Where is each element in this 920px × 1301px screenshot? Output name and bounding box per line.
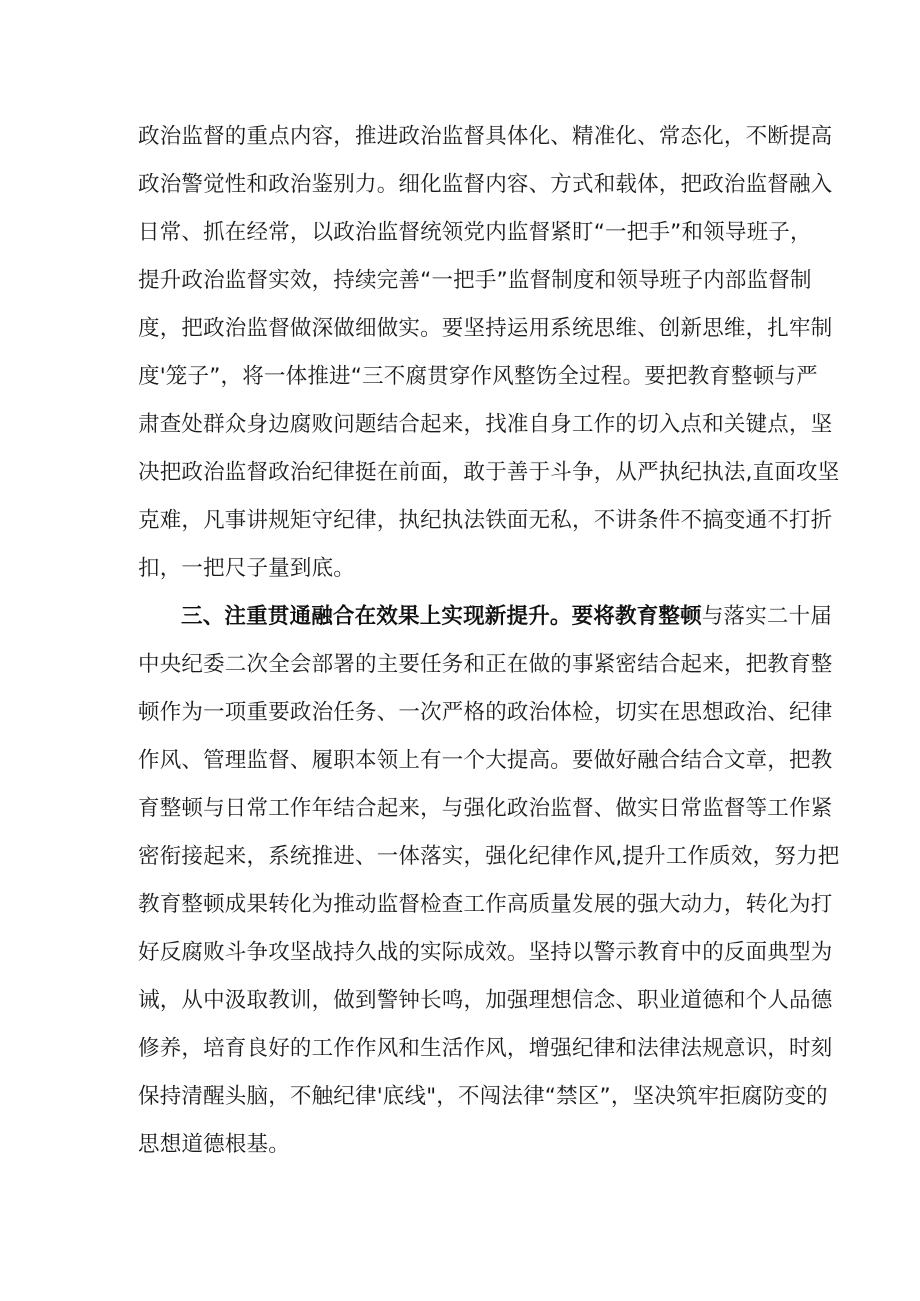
paragraph-line: 提升政治监督实效，持续完善“一把手”监督制度和领导班子内部监督制 bbox=[138, 268, 812, 293]
paragraph-line-rest: 与落实二十届 bbox=[701, 604, 833, 629]
paragraph-first-line bbox=[181, 602, 832, 632]
paragraph-line: 度，把政治监督做深做细做实。要坚持运用系统思维、创新思维，扎牢制 bbox=[138, 316, 833, 341]
paragraph-line: 日常、抓在经常，以政治监督统领党内监督紧盯“一把手”和领导班子， bbox=[138, 220, 812, 245]
paragraph-line: 政治监督的重点内容，推进政治监督具体化、精准化、常态化，不断提高 bbox=[138, 124, 833, 149]
paragraph-line: 教育整顿成果转化为推动监督检查工作高质量发展的强大动力，转化为打 bbox=[138, 892, 833, 917]
paragraph-line: 度'笼子”，将一体推进“三不腐贯穿作风整饬全过程。要把教育整顿与严 bbox=[138, 364, 818, 389]
paragraph-line: 好反腐败斗争攻坚战持久战的实际成效。坚持以警示教育中的反面典型为 bbox=[138, 940, 833, 965]
paragraph-line: 决把政治监督政治纪律挺在前面，敢于善于斗争，从严执纪执法,直面攻坚 bbox=[138, 460, 840, 485]
paragraph-line: 作风、管理监督、履职本领上有一个大提高。要做好融合结合文章，把教 bbox=[138, 748, 833, 773]
paragraph-line: 诫，从中汲取教训，做到警钟长鸣，加强理想信念、职业道德和个人品德 bbox=[138, 988, 833, 1013]
paragraph-line: 扣，一把尺子量到底。 bbox=[138, 556, 356, 581]
paragraph-line: 思想道德根基。 bbox=[138, 1132, 290, 1157]
paragraph-line: 修养，培育良好的工作作风和生活作风，增强纪律和法律法规意识，时刻 bbox=[138, 1036, 833, 1061]
paragraph-line: 顿作为一项重要政治任务、一次严格的政治体检，切实在思想政治、纪律 bbox=[138, 700, 833, 725]
paragraph-line: 政治警觉性和政治鉴别力。细化监督内容、方式和载体，把政治监督融入 bbox=[138, 172, 833, 197]
paragraph-line: 克难，凡事讲规矩守纪律，执纪执法铁面无私，不讲条件不搞变通不打折 bbox=[138, 508, 833, 533]
section-heading: 三、注重贯通融合在效果上实现新提升。要将教育整顿 bbox=[181, 604, 702, 629]
paragraph-line: 育整顿与日常工作年结合起来，与强化政治监督、做实日常监督等工作紧 bbox=[138, 796, 833, 821]
paragraph-line: 中央纪委二次全会部署的主要任务和正在做的事紧密结合起来，把教育整 bbox=[138, 652, 833, 677]
paragraph-line: 肃查处群众身边腐败问题结合起来，找准自身工作的切入点和关键点，坚 bbox=[138, 412, 833, 437]
paragraph-line: 密衔接起来，系统推进、一体落实，强化纪律作风,提升工作质效，努力把 bbox=[138, 844, 840, 869]
paragraph-line: 保持清醒头脑，不触纪律'底线"，不闯法律“禁区”，坚决筑牢拒腐防变的 bbox=[138, 1084, 828, 1109]
